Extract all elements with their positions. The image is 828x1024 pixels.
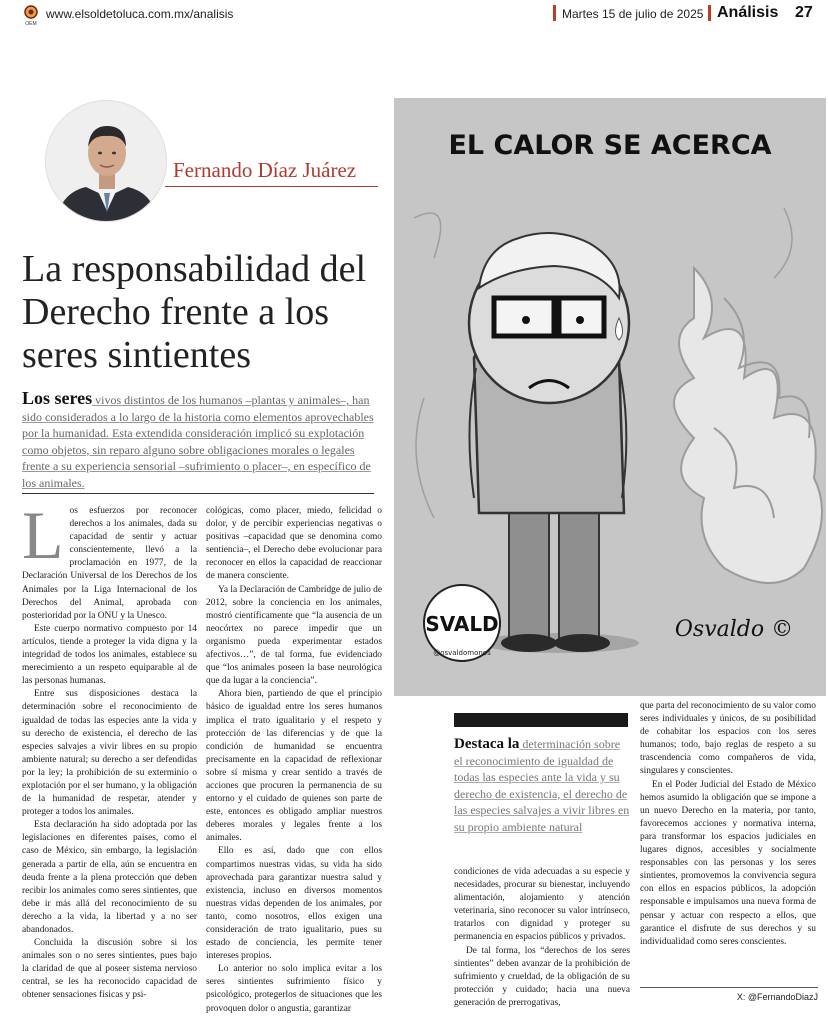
paragraph: os esfuerzos por reconocer derechos a los animales, dada su capacidad de sentir y actuar conscientemente, llevó a la proclamación en 1977, de la Declaración Universal de los Derechos de los Animales por la Liga Internacional de los Derechos del Animal, aprobada con posterioridad por la ONU y la Unesco. [22, 506, 197, 621]
author-photo [45, 100, 167, 222]
cartoon-title: EL CALOR SE ACERCA [448, 130, 772, 161]
author-twitter-link[interactable]: X: @FernandoDiazJ [736, 992, 818, 1002]
newspaper-logo-icon [22, 4, 40, 26]
author-portrait-icon [46, 101, 167, 222]
paragraph: Lo anterior no solo implica evitar a los seres sintientes sufrimiento físico y psicológico, protegerlos de situaciones que les provoquen dolor o angustia, garantizar [206, 964, 382, 1014]
paragraph: Ahora bien, partiendo de que el principio básico de igualdad entre los seres humanos implica el trato igualitario y el respeto y protección de las diferencias y de que la condición de humanidad se encuentra precisamente en la capacidad de reflexionar sobre sí misma y crear sentido a través de acciones que procuren la permanencia de su entorno y el cuidado de quienes son parte de este, entonces es obligado ampliar nuestros deberes morales y legales frente a los animales. [206, 689, 382, 844]
site-url-link[interactable]: www.elsoldetoluca.com.mx/analisis [46, 7, 234, 21]
paragraph: Ello es así, dado que con ellos compartimos nuestras vidas, su vida ha sido aprovechada para garantizar nuestra salud y existencia, incluso en diversos momentos nuestras vidas dependen de los animales, por tanto, como nosotros, ellos exigen una consideración de trato igualitario, pues su estado de conciencia, les permite tener intereses propios. [206, 846, 382, 962]
quote-bold: Destaca la [454, 736, 520, 752]
publication-date: Martes 15 de julio de 2025 [562, 7, 704, 21]
paragraph: En el Poder Judicial del Estado de México hemos asumido la obligación que se impone a un nuevo Derecho en la materia, por tanto, favorecemos acciones y normativa interna, para transformar los espacios judiciales en lugares dignos, accesibles y socialmente responsables con las personas y los seres sintientes, promovemos la convivencia segura con ellos en espacios públicos, la adopción responsable e impulsamos una nueva forma de pensar y actuar con respecto a ellos, que garantice el disfrute de sus derechos y su individualidad como seres conscientes. [640, 779, 816, 947]
header-divider [708, 5, 711, 21]
paragraph: Este cuerpo normativo compuesto por 14 artículos, tiende a proteger la vida digna y la integridad de todos los animales, establece su merecimiento a un respeto equiparable al de las personas humanas. [22, 623, 197, 687]
footer-divider [640, 987, 818, 988]
paragraph: Esta declaración ha sido adoptada por las legislaciones en diferentes países, como el caso de México, sin embargo, la legislación generada a partir de ella, aún se encuentra en deuda frente a la plena protección que deben recibir los animales como seres sintientes, que debe ir más allá del reconocimiento de su derecho a la vida, la libertad y a no ser abandonados. [22, 820, 197, 935]
svg-text:OEM: OEM [25, 21, 37, 26]
cartoonist-handle: @osvaldomonos [433, 649, 491, 657]
lead-text: vivos distintos de los humanos –plantas y animales–, han sido considerados a lo largo de la historia como elementos aprovechables por la humanidad. Esta extendida consideración implicó su explotación como objetos, sin reparo alguno sobre obligaciones morales o legales frente a su experiencia sensorial –sufrimiento o placer–, en específico de los animales. [22, 393, 374, 490]
paragraph: Concluida la discusión sobre si los animales son o no seres sintientes, pues bajo la claridad de que al poseer sistema nervioso central, se les ha reconocido capacidad de obtener sensaciones físicas y psi- [22, 938, 197, 1001]
article-headline: La responsabilidad del Derecho frente a los seres sintientes [22, 248, 367, 376]
paragraph: Ya la Declaración de Cambridge de julio de 2012, sobre la conciencia en los animales, mostró científicamente que “la ausencia de un neocórtex no parece impedir que un organismo pueda experimentar estados afectivos…”, de tal forma, fue evidenciado que “los animales poseen la base neurológica que da lugar a la conciencia”. [206, 584, 382, 687]
body-column-2 [206, 505, 382, 1020]
editorial-cartoon [394, 98, 826, 696]
cartoon-illustration-icon [394, 98, 826, 696]
author-name: Fernando Díaz Juárez [173, 158, 357, 182]
header-divider [553, 5, 556, 21]
cartoonist-logo: SVALD [425, 612, 499, 636]
pull-quote [454, 736, 630, 835]
body-column-3 [454, 866, 630, 1020]
drop-cap: L [22, 505, 64, 573]
article-lead [22, 390, 374, 491]
paragraph: que parta del reconocimiento de su valor como seres individuales y únicos, de su posibilidad de cohabitar los espacios con los seres humanos; todo, bajo reglas de respeto a su trascendencia como compañeros de vida, singulares y conscientes. [640, 701, 816, 777]
author-divider [165, 186, 378, 187]
body-column-4 [640, 700, 816, 982]
cartoonist-signature: Osvaldo © [674, 617, 794, 642]
lead-bold: Los seres [22, 388, 93, 408]
paragraph: Entre sus disposiciones destaca la determinación sobre el reconocimiento de igualdad de todas las especies ante la vida y su derecho de existencia, el derecho de las especies salvajes a vivir libres en su propio ambiente natural; su derecho a ser defendidas por la ley; la prohibición de su exterminio o explotación por el ser humano, y la obligación de la humanidad de respetar, atender y proteger a todos los animales. [22, 689, 197, 818]
section-name: Análisis [717, 4, 779, 21]
paragraph: De tal forma, los “derechos de los seres sintientes” deben avanzar de la prohibición de sufrimiento y crueldad, de la obligación de su protección y cuidado; hacia una nueva generación de prerrogativas, [454, 945, 630, 1008]
body-column-1 [22, 505, 197, 1020]
quote-bar [454, 713, 628, 727]
page-header [0, 0, 828, 30]
quote-text: determinación sobre el reconocimiento de igualdad de todas las especies ante la vida y su derecho de existencia, el derecho de las especies salvajes a vivir libres en su propio ambiente natural [454, 737, 630, 834]
page-number: 27 [795, 4, 813, 21]
paragraph: condiciones de vida adecuadas a su especie y necesidades, procurar su bienestar, incluyendo alimentación, alojamiento y atención veterinaria, sino reconocer su valor intrínseco, tratarlos con dignidad y proteger su permanencia en espacios públicos y privados. [454, 867, 630, 943]
paragraph: cológicas, como placer, miedo, felicidad o dolor, y de percibir experiencias negativas o positivas –capacidad que se denomina como sentiencia–, el Derecho debe evolucionar para reconocer en ellos la capacidad de reaccionar de manera consciente. [206, 506, 382, 582]
lead-divider [22, 493, 374, 494]
